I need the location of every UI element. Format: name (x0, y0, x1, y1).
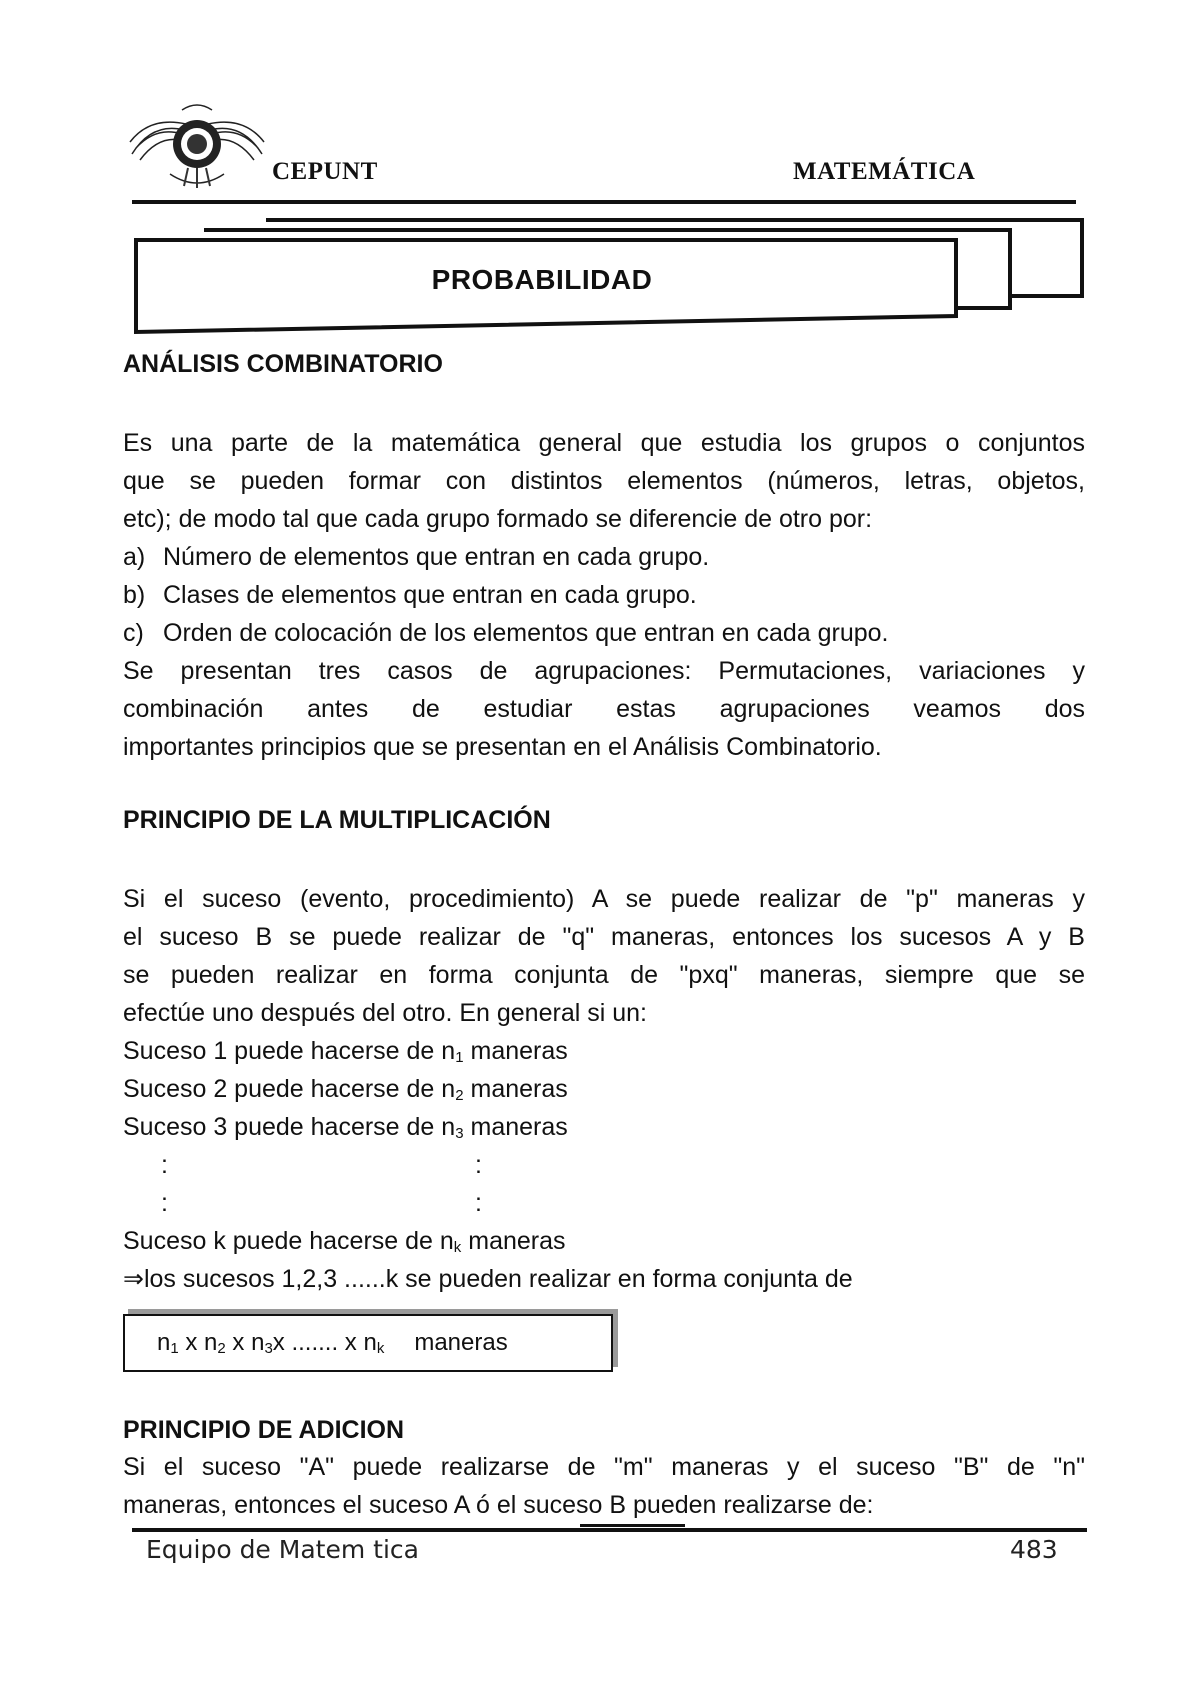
subscript: 3 (455, 1125, 464, 1142)
university-seal-logo (122, 102, 272, 192)
conclusion-line: ⇒los sucesos 1,2,3 ......k se pueden realizar en forma conjunta de (123, 1265, 853, 1293)
text-line: Es una parte de la matemática general que estudia los grupos o conjuntos (123, 429, 1085, 457)
section-heading-analisis: ANÁLISIS COMBINATORIO (123, 350, 443, 378)
suceso-line (123, 1070, 1085, 1108)
suceso-line (123, 1222, 1085, 1260)
text-line: Si el suceso (evento, procedimiento) A se puede realizar de "p" maneras y (123, 885, 1085, 913)
list-item (123, 576, 1085, 614)
text-line: efectúe uno después del otro. En general si un: (123, 999, 647, 1027)
footer-divider (132, 1528, 1087, 1532)
suceso-text: Suceso 1 puede hacerse de n (123, 1037, 456, 1065)
text-line: Se presentan tres casos de agrupaciones: Permutaciones, variaciones y (123, 657, 1085, 685)
suceso-text: Suceso 3 puede hacerse de n (123, 1113, 456, 1141)
text-line: importantes principios que se presentan en el Análisis Combinatorio. (123, 733, 882, 761)
intro-paragraph (123, 424, 1085, 766)
header-subject: MATEMÁTICA (793, 158, 976, 185)
page-number: 483 (1010, 1535, 1058, 1564)
suceso-text: Suceso k puede hacerse de n (123, 1227, 454, 1255)
addition-paragraph (123, 1448, 1085, 1524)
text-line: maneras, entonces el suceso A ó el suceso B pueden realizarse de: (123, 1491, 874, 1519)
subscript: 2 (455, 1087, 464, 1104)
text-line: se pueden realizar en forma conjunta de "pxq" maneras, siempre que se (123, 961, 1085, 989)
formula-expression: $n_1$ x $n_2$ x $n_3x$ ....... x $n_k$ (157, 1329, 385, 1357)
vertical-dots: : (161, 1189, 168, 1217)
footer-accent-rule (580, 1524, 685, 1527)
list-item (123, 538, 1085, 576)
text-line: el suceso B se puede realizar de "q" maneras, entonces los sucesos A y B (123, 923, 1085, 951)
formula-box (123, 1314, 613, 1372)
footer-author: Equipo de Matem tica (146, 1535, 419, 1564)
multiplication-paragraph (123, 880, 1085, 1298)
ellipsis-row (123, 1146, 1085, 1184)
list-marker: a) (123, 543, 146, 571)
list-text: Número de elementos que entran en cada grupo. (163, 543, 710, 571)
suceso-suffix: maneras (463, 1113, 568, 1141)
suceso-line (123, 1032, 1085, 1070)
vertical-dots: : (475, 1151, 482, 1179)
list-text: Clases de elementos que entran en cada grupo. (163, 581, 697, 609)
subscript: k (453, 1239, 462, 1256)
list-text: Orden de colocación de los elementos que entran en cada grupo. (163, 619, 889, 647)
suceso-suffix: maneras (463, 1075, 568, 1103)
vertical-dots: : (475, 1189, 482, 1217)
text-line: etc); de modo tal que cada grupo formado se diferencie de otro por: (123, 505, 873, 533)
text-line: que se pueden formar con distintos elementos (números, letras, objetos, (123, 467, 1085, 495)
suceso-suffix: maneras (463, 1037, 568, 1065)
suceso-line (123, 1108, 1085, 1146)
text-line: combinación antes de estudiar estas agrupaciones veamos dos (123, 695, 1085, 723)
section-heading-adicion: PRINCIPIO DE ADICION (123, 1416, 405, 1444)
suceso-suffix: maneras (461, 1227, 566, 1255)
vertical-dots: : (161, 1151, 168, 1179)
header-institution: CEPUNT (272, 158, 378, 185)
header-divider (132, 200, 1076, 204)
list-marker: b) (123, 581, 146, 609)
section-heading-multiplicacion: PRINCIPIO DE LA MULTIPLICACIÓN (123, 806, 551, 834)
list-item (123, 614, 1085, 652)
list-marker: c) (123, 619, 144, 647)
subscript: 1 (455, 1049, 464, 1066)
page-title: PROBABILIDAD (431, 264, 653, 295)
suceso-text: Suceso 2 puede hacerse de n (123, 1075, 456, 1103)
ellipsis-row (123, 1184, 1085, 1222)
text-line: Si el suceso "A" puede realizarse de "m" maneras y el suceso "B" de "n" (123, 1453, 1085, 1481)
formula-unit: maneras (414, 1329, 508, 1356)
